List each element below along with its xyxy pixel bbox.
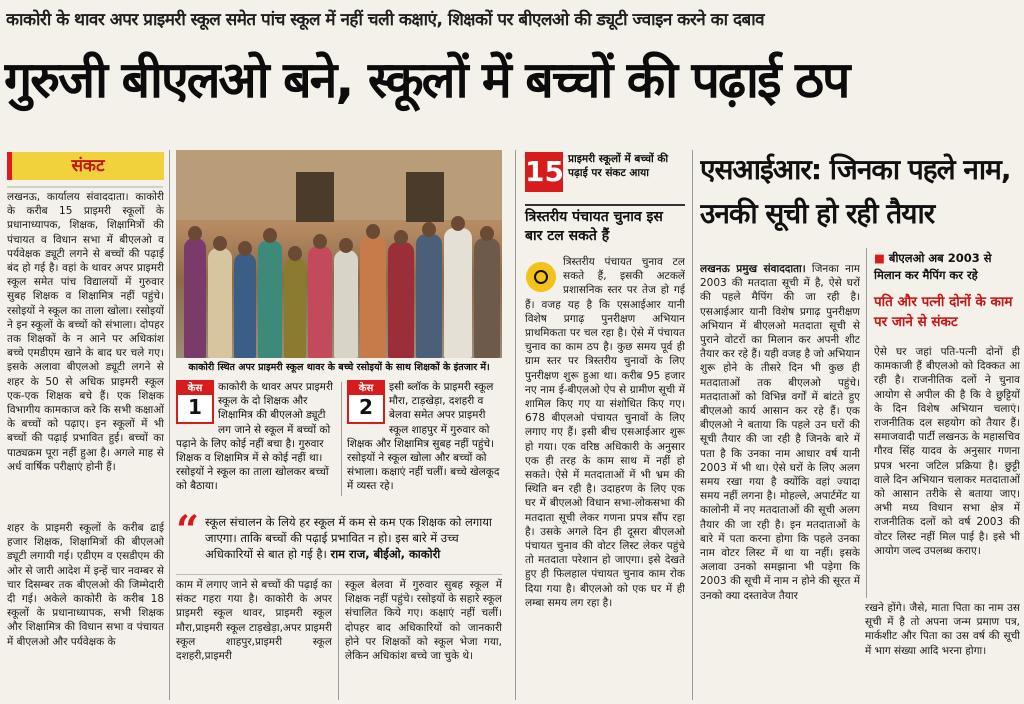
paragraph: ऐसे घर जहां पति-पत्नी दोनों ही कामकाजी हैं बीएलओ को दिक्कत आ रही है। राजनीतिक दलों ने चुनाव आयोग से अपील की है कि वे छुट्टियों के दिन विशेष अभियान चलाएं। राजनीतिक दल सहयोग को तैयार हैं। समाजवादी पार्टी लखनऊ के महासचिव गौरव सिंह यादव के अनुसार गणना प्रपत्र भरना जटिल प्रक्रिया है। छुट्टी वाले दिन अभियान चलाकर मतदाताओं को आसान तरीके से बताया जाए। अभी मध्य विधान सभा क्षेत्र में राजनीतिक दलों को वर्ष 2003 की वोटर लिस्ट नहीं मिल पाई है। इसे भी आयोग जल्द उपलब्ध कराए। xyxy=(874,346,1020,557)
paragraph: काम में लगाए जाने से बच्चों की पढ़ाई का संकट गहरा गया है। काकोरी के अपर प्राइमरी स्कूल थावर, प्राइमरी स्कूल मौरा,प्राइमरी स्कूल टाड़खेड़ा,अपर प्राइमरी स्कूल शाहपुर,प्राइमरी स्कूल दशहरी,प्राइमरी xyxy=(176,579,332,663)
case-box-2 xyxy=(347,380,502,498)
pull-quote xyxy=(176,514,502,574)
case-label: केस xyxy=(349,382,383,395)
photo-children-waiting xyxy=(176,150,502,358)
side-story-continuation xyxy=(865,601,1020,701)
column-rule xyxy=(692,150,693,700)
sir-story-body xyxy=(700,262,860,700)
column-rule xyxy=(515,150,516,700)
paragraph: शहर के प्राइमरी स्कूलों के करीब ढाई हजार शिक्षक, शिक्षामित्रों की बीएलओ ड्यूटी लगायी गई। एडीएम व एसडीएम की ओर से जारी आदेश में इन्हें चार नवम्बर से चार दिसम्बर तक बीएलओ की जिम्मेदारी दी गई। अकेले काकोरी के करीब 18 स्कूलों के प्रधानाध्यापक, सभी शिक्षक और शिक्षामित्र की विधान सभा व पंचायत में बीएलओ और पर्यवेक्षक के xyxy=(7,522,164,648)
mapping-note xyxy=(874,250,1020,286)
case-number: 2 xyxy=(359,395,373,419)
kicker-headline: काकोरी के थावर अपर प्राइमरी स्कूल समेत पांच स्कूल में नहीं चली कक्षाएं, शिक्षकों पर बीएलओ की ड्यूटी ज्वाइन करने का दबाव xyxy=(6,10,765,30)
case-number: 1 xyxy=(188,395,202,419)
count-badge: 15 xyxy=(525,152,563,192)
column-rule xyxy=(341,382,342,496)
divider xyxy=(7,186,163,188)
mapping-note-text: बीएलओ अब 2003 से मिलान कर मैपिंग कर रहे xyxy=(874,251,992,282)
count-badge-text: प्राइमरी स्कूलों में बच्चों की पढ़ाई पर संकट आया xyxy=(568,153,669,179)
paragraph: त्रिस्तरीय पंचायत चुनाव टल सकते हैं, इसकी अटकलें प्रशासनिक स्तर पर तेज हो गई हैं। वजह यह है कि एसआईआर यानी विशेष प्रगाढ़ पुनरीक्षण अभियान प्राथमिकता पर चल रहा है। ऐसे में पंचायत चुनाव का काम ठप है। कुछ समय पूर्व ही ग्राम स्तर पर त्रिस्तरीय चुनावों के लिए पुनरीक्षण शुरू हुआ था। करीब 95 हजार नए नाम ई-बीएलओ ऐप से ग्रामीण सूची में शामिल किए गए या संशोधित किए गए। 678 बीएलओ पंचायत चुनावों के लिए लगाए गए हैं। इसी बीच एसआईआर शुरू हो गया। एक वरिष्ठ अधिकारी के अनुसार एक ही तरह के काम साथ में नहीं हो सकते। ऐसे में मतदाताओं में भी भ्रम की स्थिति बन रही है। उदाहरण के लिए एक घर में बीएलओ विधान सभा-लोकसभा की मतदाता सूची लेकर गणना प्रपत्र सौंप रहा है। उसके अगले दिन ही दूसरा बीएलओ पंचायत चुनाव की वोटर लिस्ट लेकर पहुंचे तो मतदाता परेशान हो जाएगा। इसे देखते हुए ही फिलहाल पंचायत चुनाव काम रोक दिया गया है। बीएलओ को एक घर में ही लम्बा समय लग रहा है। xyxy=(525,256,685,609)
quote-icon: “ xyxy=(176,514,200,554)
case-text: काकोरी के थावर अपर प्राइमरी स्कूल के दो शिक्षक और शिक्षामित्र की बीएलओ ड्यूटी लग जाने से स्कूल में बच्चों को पढ़ाने के लिए कोई नहीं बचा है। गुरुवार शिक्षक व शिक्षामित्र में से कोई नहीं था। रसोइयों ने स्कूल का ताला खोलकर बच्चों को बैठाया। xyxy=(176,381,333,493)
case-label: केस xyxy=(178,382,212,395)
column-rule xyxy=(866,248,867,598)
section-label-sankat: संकट xyxy=(7,152,164,180)
panchayat-story-body xyxy=(525,255,685,700)
case-badge xyxy=(347,380,385,424)
quote-author: राम राज, बीईओ, काकोरी xyxy=(330,547,441,561)
photo-caption: काकोरी स्थित अपर प्राइमरी स्कूल थावर के बच्चे रसोइयों के साथ शिक्षकों के इंतजार में। xyxy=(188,362,490,373)
case-text: इसी ब्लॉक के प्राइमरी स्कूल मौरा, टाड़खेड़ा, दशहरी व बेलवा समेत अपर प्राइमरी स्कूल शाहपुर में गुरुवार को शिक्षक और शिक्षामित्र सुबह नहीं पहुंचे। रसोइयों ने स्कूल खोला और बच्चों को संभाला। कक्षाएं नहीं चलीं। बच्चे खेलकूद में व्यस्त रहे। xyxy=(347,381,500,493)
paragraph: जिनका नाम 2003 की मतदाता सूची में है, ऐसे घरों की पहले मैपिंग की जा रही है। एसआईआर यानी विशेष प्रगाढ़ पुनरीक्षण अभियान में बीएलओ मतदाता सूची से पुराने वोटरों का मिलान कर अपनी शीट तैयार कर रहे हैं। यही वजह है जो अभियान शुरू होने के तीसरे दिन भी कुछ ही मतदाताओं तक बीएलओ पहुंचे। मतदाताओं को विभिन्न वर्गों में बांटते हुए बीएलओ कार्य आसान कर रहे हैं। एक बीएलओ ने बताया कि पहले उन घरों की सूची तैयार की जा रही है जिनके बारे में पता है कि उनका नाम आधार वर्ष यानी 2003 में भी था। ऐसे घरों के लिए अलग समय रखा गया है क्योंकि वहां ज्यादा समय नहीं लगना है। मोहल्ले, अपार्टमेंट या कालोनी में नए मतदाताओं की सूची अलग तैयार की जा रही है। इन मतदाताओं के बारे में पता करना होगा कि पहले उनका नाम वोटर लिस्ट में था या नहीं। इसके अलावा उनको समझाना भी पड़ेगा कि 2003 की सूची में नाम न होने की सूरत में उनको क्या दस्तावेज तैयार xyxy=(700,263,860,602)
ballot-icon xyxy=(526,262,556,292)
center-bottom-column-1 xyxy=(176,578,332,700)
case-badge xyxy=(176,380,214,424)
paragraph: लखनऊ, कार्यालय संवाददाता। काकोरी के करीब 15 प्राइमरी स्कूलों के प्रधानाध्यापक, शिक्षक, शिक्षामित्रों की पंचायत व विधान सभा में बीएलओ व पर्यवेक्षक ड्यूटी लगने से बच्चों की पढ़ाई बंद हो गई है। वहां के थावर अपर प्राइमरी स्कूल समेत पांच विद्यालयों में गुरुवार सुबह शिक्षक व शिक्षामित्र नहीं पहुंचे। रसोइयों ने स्कूल का ताला खोला। रसोइयों ने इन स्कूलों के बच्चों को संभाला। दोपहर तक शिक्षकों के न आने पर अधिकांश बच्चे एमडीएम खाने के बाद घर चले गए। इसके अलावा बीएलओ ड्यूटी लगने से शहर के 50 से अधिक प्राइमरी स्कूल एक-एक शिक्षक बचे हैं। एक शिक्षक विभागीय कामकाज करे कि सभी कक्षाओं के बच्चों को पढ़ाए। इन स्कूलों में भी बच्चों की पढ़ाई प्रभावित हुई। बच्चों का पाठ्यक्रम पूरा नहीं हुआ है। अगले माह से अर्ध वार्षिक परीक्षाएं होनी हैं। xyxy=(7,191,164,473)
case-box-1 xyxy=(176,380,336,498)
sir-headline: एसआईआर: जिनका पहले नाम, उनकी सूची हो रही तैयार xyxy=(700,153,1011,230)
paragraph: स्कूल बेलवा में गुरुवार सुबह स्कूल में शिक्षक नहीं पहुंचे। रसोइयों के सहारे स्कूल संचालित किये गए। कक्षाएं नहीं चलीं। दोपहर बाद अधिकारियों को जानकारी होने पर शिक्षकों को स्कूल भेजा गया, लेकिन अधिकांश बच्चे जा चुके थे। xyxy=(345,579,502,663)
center-bottom-column-2 xyxy=(345,578,502,700)
quote-text: स्कूल संचालन के लिये हर स्कूल में कम से कम एक शिक्षक को लगाया जाएगा। ताकि बच्चों की पढ़ाई प्रभावित न हो। इस बारे में उच्च अधिकारियों से बात हो गई है। xyxy=(205,515,492,561)
bullet-icon: ■ xyxy=(874,251,885,265)
column-rule xyxy=(338,580,339,700)
side-story-body xyxy=(874,345,1020,595)
panchayat-subhead: त्रिस्तरीय पंचायत चुनाव इस बार टल सकते हैं xyxy=(525,204,685,252)
left-column-body-top xyxy=(7,190,164,503)
side-subhead: पति और पत्नी दोनों के काम पर जाने से संकट xyxy=(874,294,1013,330)
divider xyxy=(176,574,502,575)
paragraph: रखने होंगे। जैसे, माता पिता का नाम उस सूची में है तो अपना जन्म प्रमाण पत्र, मार्कशीट और पिता का उस वर्ष की सूची में भाग संख्या आदि भरना होगा। xyxy=(865,602,1020,657)
column-rule xyxy=(169,150,170,700)
left-column-body-bottom xyxy=(7,521,164,699)
main-headline: गुरुजी बीएलओ बने, स्कूलों में बच्चों की पढ़ाई ठप xyxy=(4,51,849,109)
byline: लखनऊ प्रमुख संवाददाता। xyxy=(700,263,806,275)
